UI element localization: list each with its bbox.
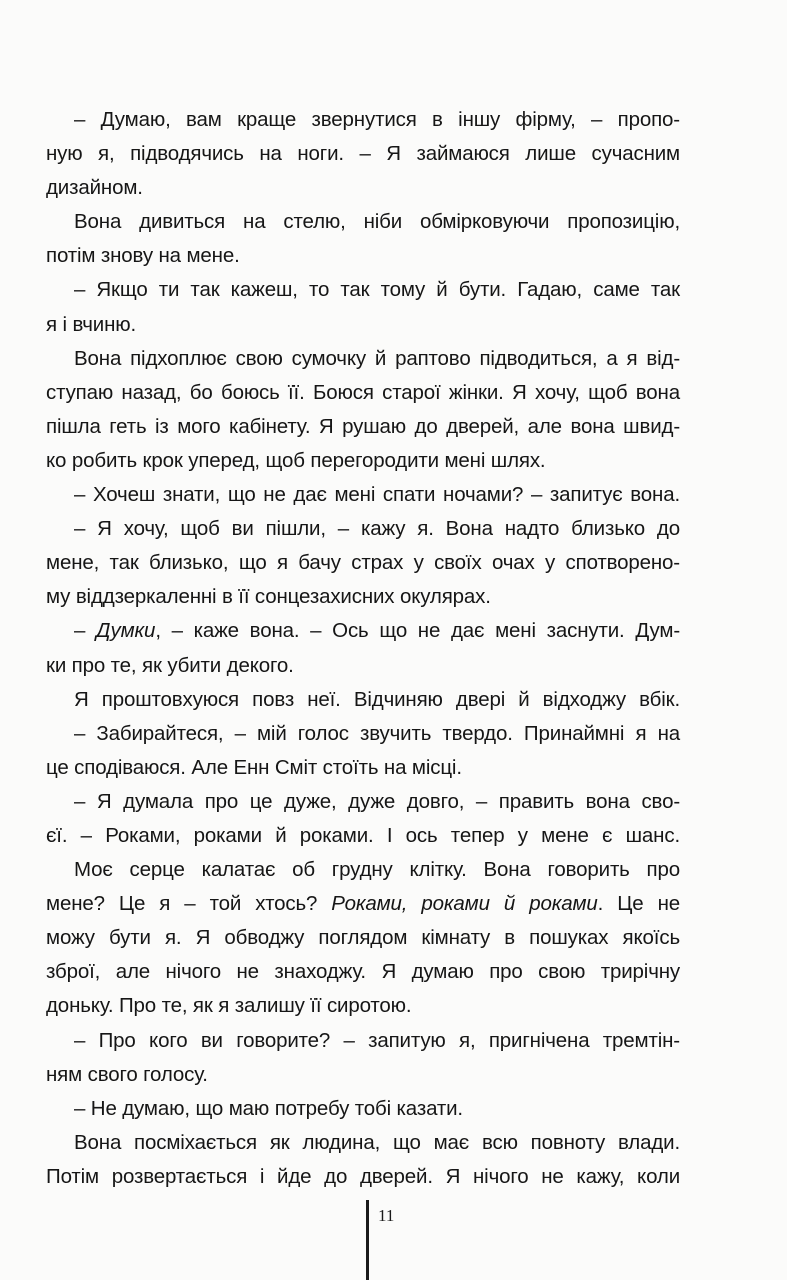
text-line: пішла геть із мого кабінету. Я рушаю до дверей, але вона швид- (46, 414, 680, 438)
text-line: ням свого голосу. (46, 1062, 208, 1086)
text-line: Вона дивиться на стелю, ніби обмірковуючи пропозицію, (74, 210, 680, 234)
text-segment: мене? Це я – той хтось? (46, 892, 332, 916)
text-line: зброї, але нічого не знаходжу. Я думаю про свою трирічну (46, 960, 680, 984)
text-line (46, 887, 680, 921)
text-line: – Якщо ти так кажеш, то так тому й бути. Гадаю, саме так (74, 278, 680, 302)
page-number-rule (366, 1200, 369, 1280)
text-line: мене, так близько, що я бачу страх у своїх очах у спотворено- (46, 551, 680, 575)
text-line: Потім розвертається і йде до дверей. Я нічого не кажу, коли (46, 1164, 680, 1188)
text-line: ко робить крок уперед, щоб перегородити мені шлях. (46, 448, 546, 472)
text-line: ступаю назад, бо боюсь її. Боюся старої жінки. Я хочу, щоб вона (46, 380, 680, 404)
text-line: му віддзеркаленні в її сонцезахисних окулярах. (46, 585, 491, 609)
text-line: ную я, підводячись на ноги. – Я займаюся лише сучасним (46, 142, 680, 166)
text-line (46, 614, 680, 648)
text-segment: – (74, 619, 96, 643)
text-line: дизайном. (46, 176, 143, 200)
text-line: – Я думала про це дуже, дуже довго, – править вона сво- (74, 789, 680, 813)
text-line: – Забирайтеся, – мій голос звучить твердо. Принаймні я на (74, 721, 680, 745)
text-line: Я проштовхуюся повз неї. Відчиняю двері й відходжу вбік. (74, 687, 680, 711)
text-line: єї. – Роками, роками й роками. І ось тепер у мене є шанс. (46, 823, 680, 847)
text-line: це сподіваюся. Але Енн Сміт стоїть на місці. (46, 755, 462, 779)
text-line: – Не думаю, що маю потребу тобі казати. (74, 1096, 463, 1120)
text-line: потім знову на мене. (46, 244, 240, 268)
text-segment: . Це не (597, 892, 680, 916)
text-line: Вона посміхається як людина, що має всю повноту влади. (74, 1130, 680, 1154)
text-line: – Про кого ви говорите? – запитую я, пригнічена тремтін- (74, 1028, 680, 1052)
text-line: – Думаю, вам краще звернутися в іншу фірму, – пропо- (74, 108, 680, 131)
text-line: ки про те, як убити декого. (46, 653, 294, 677)
text-segment: , – каже вона. – Ось що не дає мені заснути. Дум- (155, 619, 680, 643)
text-line: Вона підхоплює свою сумочку й раптово підводиться, а я від- (74, 346, 680, 370)
text-line: – Хочеш знати, що не дає мені спати ночами? – запитує вона. (74, 483, 680, 507)
page-number: 11 (378, 1206, 395, 1225)
page-body-text (46, 103, 680, 1194)
italic-text: Роками, роками й роками (331, 892, 598, 916)
text-line: – Я хочу, щоб ви пішли, – кажу я. Вона надто близько до (74, 517, 680, 541)
text-line: можу бути я. Я обводжу поглядом кімнату в пошуках якоїсь (46, 926, 680, 950)
text-line: доньку. Про те, як я залишу її сиротою. (46, 994, 412, 1018)
text-line: Моє серце калатає об грудну клітку. Вона говорить про (74, 858, 680, 882)
text-line: я і вчиню. (46, 312, 137, 336)
italic-text: Думки (96, 619, 156, 643)
